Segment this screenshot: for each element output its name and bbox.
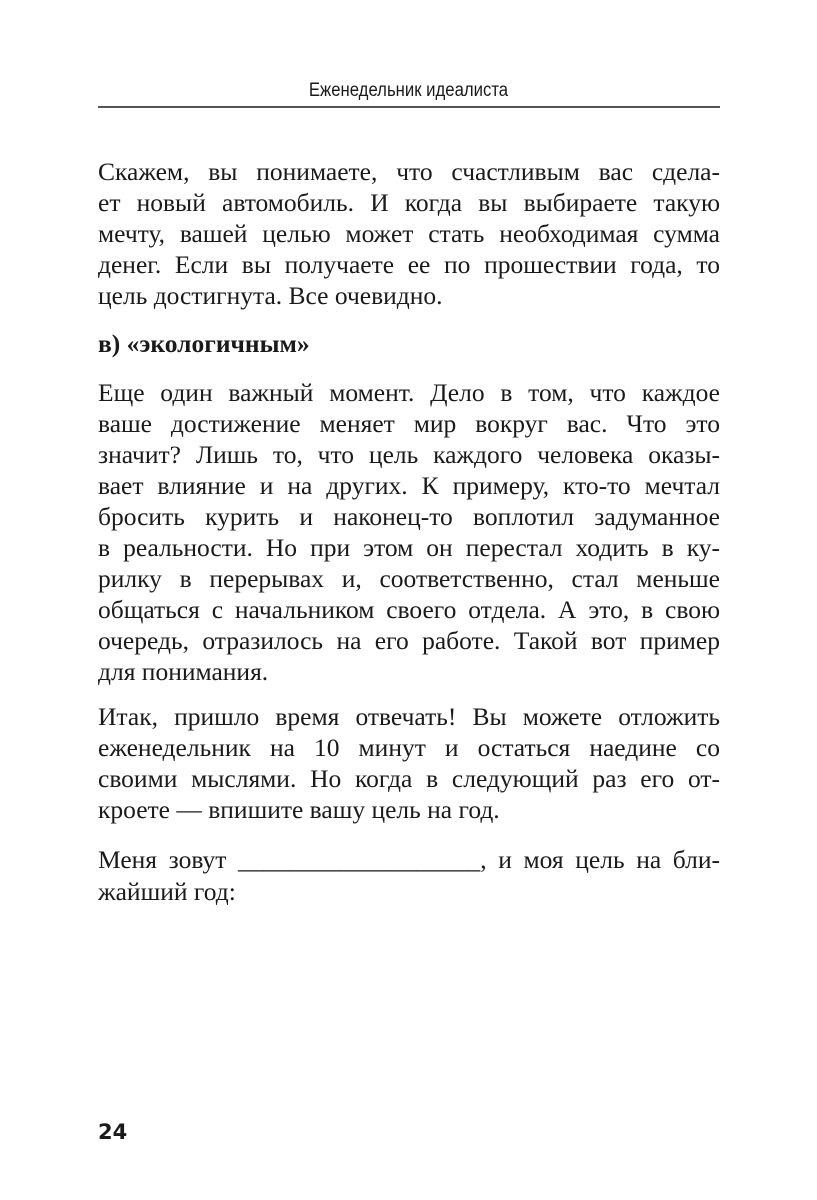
text-line: значит? Лишь то, что цель каждого человека оказы-: [98, 440, 720, 469]
text-line: кроете — впишите вашу цель на год.: [98, 795, 500, 824]
text-line: ваше достижение меняет мир вокруг вас. Что это: [98, 409, 720, 438]
text-line: ет новый автомобиль. И когда вы выбираете такую: [98, 188, 720, 217]
header-rule: [98, 106, 720, 108]
text-line: очередь, отразилось на его работе. Такой вот пример: [98, 626, 720, 655]
text-line: Еще один важный момент. Дело в том, что каждое: [98, 378, 720, 407]
text-line: Итак, пришло время отвечать! Вы можете отложить: [98, 702, 720, 731]
text-line: рилку в перерывах и, соответственно, стал меньше: [98, 564, 720, 593]
text-line: бросить курить и наконец-то воплотил задуманное: [98, 502, 720, 531]
text-line: жайший год:: [98, 877, 236, 906]
text-line: вает влияние и на других. К примеру, кто-то мечтал: [98, 471, 720, 500]
text-line: цель достигнута. Все очевидно.: [98, 281, 443, 310]
text-line: своими мыслями. Но когда в следующий раз его от-: [98, 764, 720, 793]
fill-in-line: Меня зовут ___________________, и моя цель на бли-: [98, 845, 720, 874]
text-line: для понимания.: [98, 657, 269, 686]
page-number: 24: [98, 1120, 128, 1144]
text-line: общаться с начальником своего отдела. А это, в свою: [98, 595, 720, 624]
text-line: Скажем, вы понимаете, что счастливым вас сдела-: [98, 157, 720, 186]
text-line: еженедельник на 10 минут и остаться наедине со: [98, 733, 720, 762]
running-header: Еженедельник идеалиста: [308, 80, 509, 101]
text-line: в реальности. Но при этом он перестал ходить в ку-: [98, 533, 720, 562]
text-line: мечту, вашей целью может стать необходимая сумма: [98, 219, 720, 248]
text-line: денег. Если вы получаете ее по прошествии года, то: [98, 250, 720, 279]
section-heading: в) «экологичным»: [98, 329, 310, 358]
